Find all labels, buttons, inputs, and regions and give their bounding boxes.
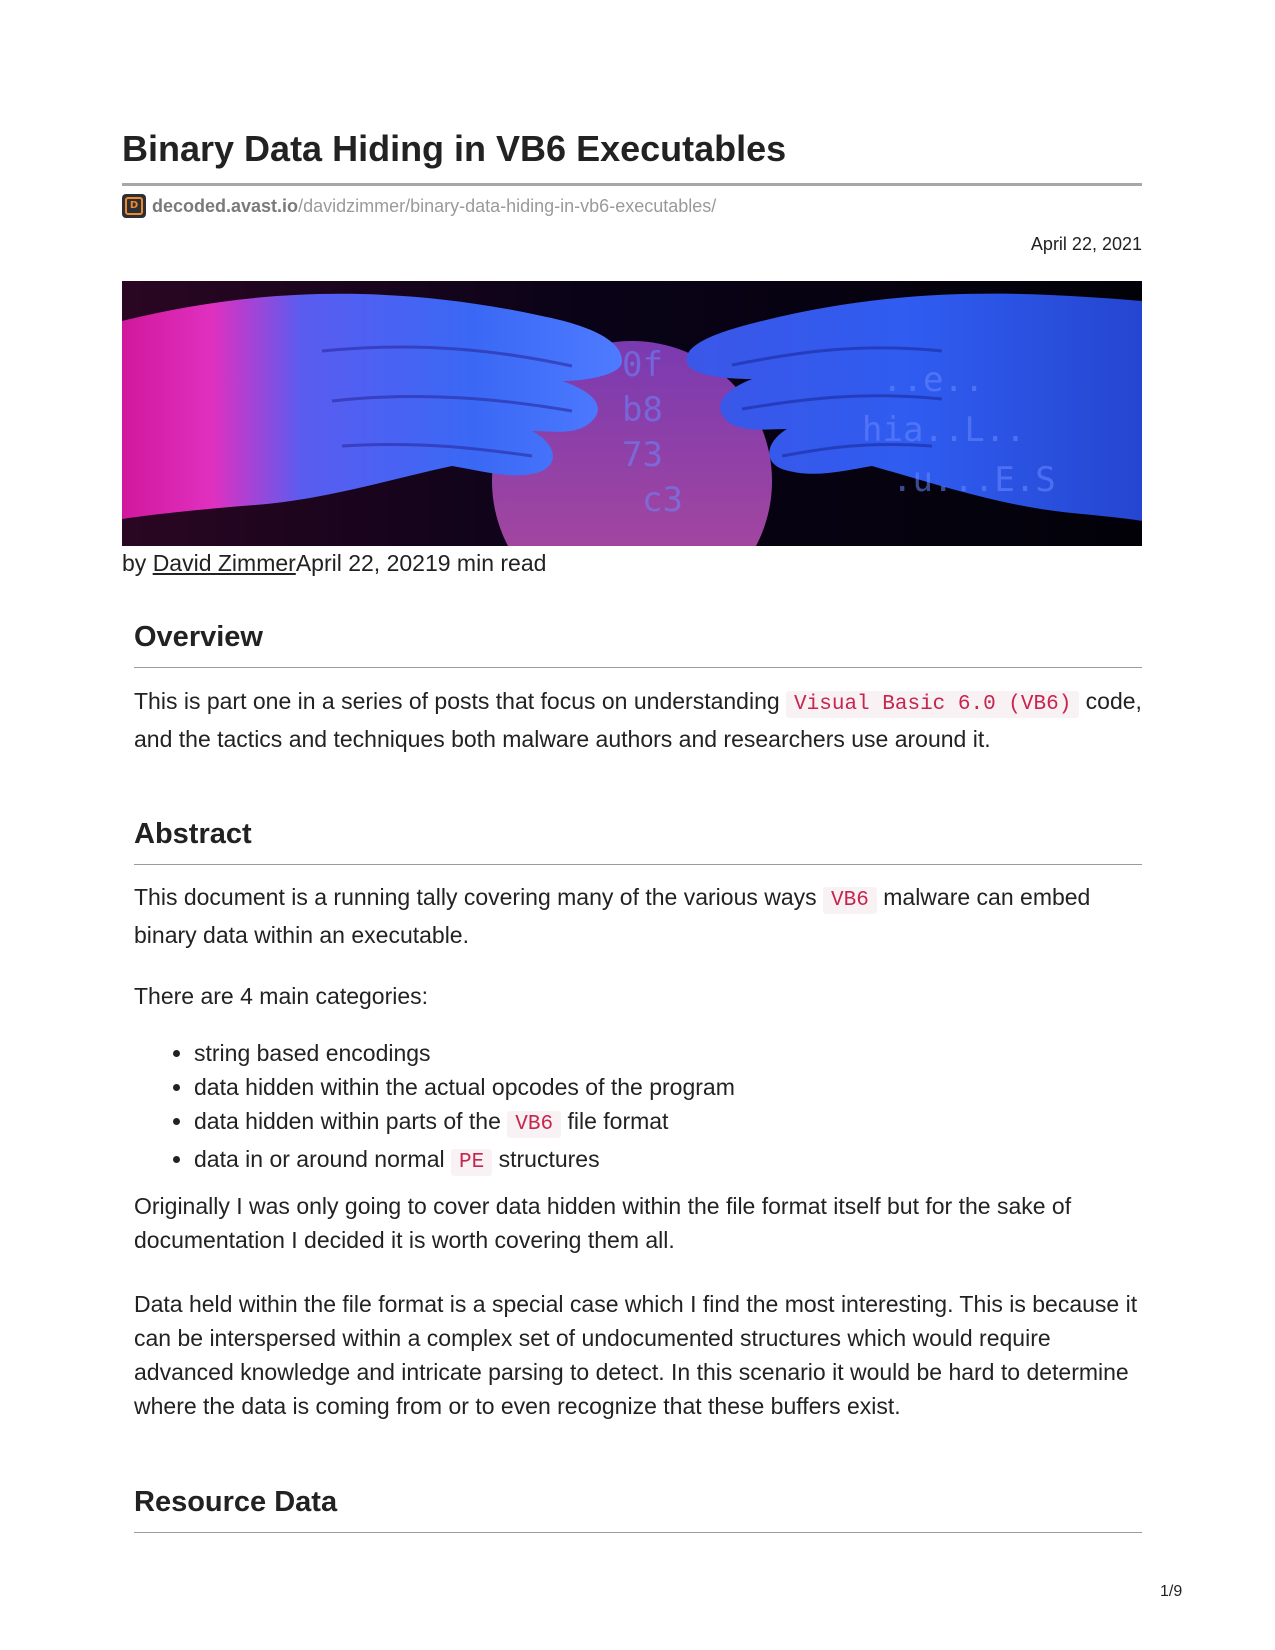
resource-data-divider: [134, 1532, 1142, 1533]
list-item: • string based encodings: [194, 1036, 1142, 1070]
abstract-paragraph-2: There are 4 main categories:: [134, 983, 429, 1009]
byline-prefix: by: [122, 550, 153, 576]
svg-text:b8: b8: [622, 390, 663, 430]
categories-list: [134, 1036, 1142, 1180]
article-title: Binary Data Hiding in VB6 Executables: [122, 128, 787, 169]
svg-text:..e..: ..e..: [882, 360, 985, 400]
author-link[interactable]: David Zimmer: [152, 550, 296, 576]
byline-meta: April 22, 20219 min read: [295, 550, 547, 576]
inline-code: Visual Basic 6.0 (VB6): [786, 691, 1079, 718]
source-link[interactable]: [122, 193, 716, 219]
svg-text:73: 73: [622, 435, 663, 475]
abstract-paragraph-1: This document is a running tally covering many of the various ways VB6 malware can embed binary data within an executable.: [134, 884, 1091, 948]
byline: [122, 550, 546, 577]
abstract-paragraph-4: Data held within the file format is a special case which I find the most interesting. This is because it can be interspersed within a complex set of undocumented structures which would require advanced knowledge and intricate parsing to detect. In this scenario it would be hard to determine where the data is coming from or to even recognize that these buffers exist.: [134, 1291, 1138, 1419]
overview-heading: Overview: [134, 621, 263, 653]
svg-text:hia..L..: hia..L..: [862, 410, 1026, 450]
svg-text:0f: 0f: [622, 345, 663, 385]
hero-artwork: [122, 281, 1142, 546]
list-item: • data in or around normal PE structures: [194, 1142, 1142, 1180]
abstract-heading: Abstract: [134, 818, 252, 850]
inline-code: VB6: [507, 1111, 561, 1138]
page-number: 1/9: [1160, 1583, 1183, 1600]
svg-text:.u...E.S: .u...E.S: [892, 460, 1056, 500]
inline-code: VB6: [823, 887, 877, 914]
hero-image: [122, 281, 1142, 546]
inline-code: PE: [451, 1149, 492, 1176]
overview-paragraph: This is part one in a series of posts that focus on understanding Visual Basic 6.0 (VB6) code, and the tactics and techniques both malware authors and researchers use around it.: [134, 688, 1142, 752]
overview-divider: [134, 667, 1142, 668]
svg-text:c3: c3: [642, 480, 683, 520]
list-item: • data hidden within parts of the VB6 file format: [194, 1104, 1142, 1142]
source-domain: decoded.avast.io: [152, 195, 299, 216]
capture-date: April 22, 2021: [1030, 234, 1142, 254]
abstract-divider: [134, 864, 1142, 865]
site-favicon-icon: D: [122, 194, 146, 218]
abstract-paragraph-3: Originally I was only going to cover data hidden within the file format itself but for the sake of documentation I decided it is worth covering them all.: [134, 1193, 1072, 1253]
resource-data-heading: Resource Data: [134, 1486, 338, 1518]
source-path: /davidzimmer/binary-data-hiding-in-vb6-executables/: [298, 195, 717, 216]
list-item: • data hidden within the actual opcodes of the program: [194, 1070, 1142, 1104]
title-divider: [122, 183, 1142, 186]
